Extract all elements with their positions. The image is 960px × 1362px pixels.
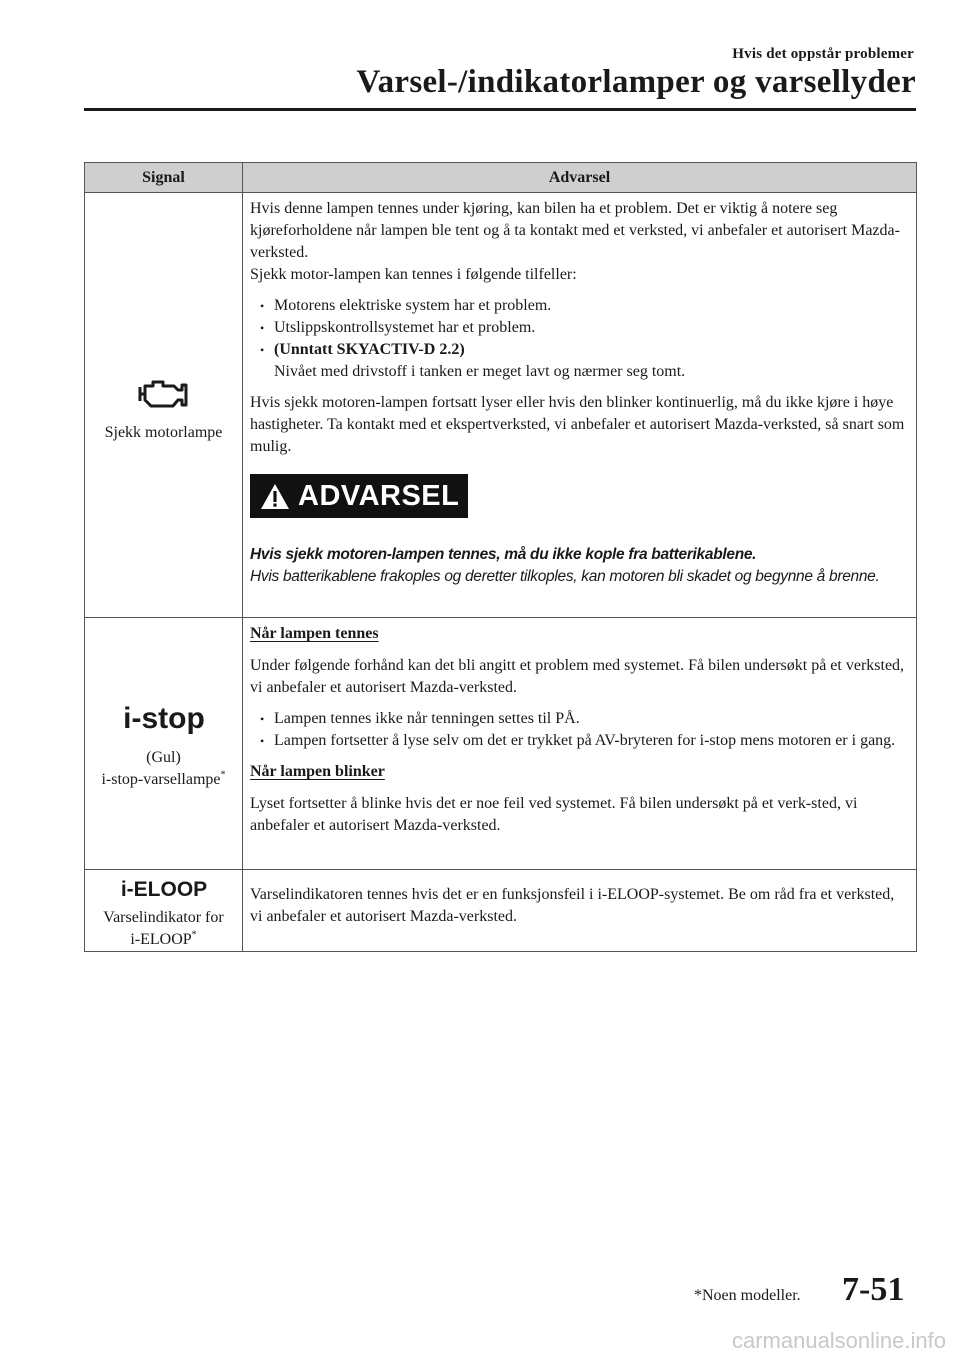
header-divider (84, 108, 916, 111)
check-engine-icon (85, 377, 242, 418)
signal-label: Sjekk motorlampe (104, 423, 223, 441)
signal-label (85, 769, 242, 791)
paragraph: Sjekk motor-lampen kan tennes i følgende tilfeller: (250, 266, 577, 283)
signal-label-text: i-ELOOP (130, 931, 192, 948)
list-item: • Lampen tennes ikke når tenningen settes til PÅ. (250, 708, 910, 730)
column-header-warning: Advarsel (243, 163, 917, 193)
signal-label (85, 929, 242, 951)
watermark: carmanualsonline.info (731, 1328, 946, 1353)
warning-cell (243, 618, 917, 870)
table-row (85, 193, 917, 618)
paragraph: Lyset fortsetter å blinke hvis det er noe feil ved systemet. Få bilen undersøkt på et verk-sted, vi anbefaler et autorisert Mazda-verksted. (250, 795, 858, 834)
svg-text:i-ELOOP: i-ELOOP (120, 878, 207, 901)
list-item: • Utslippskontrollsystemet har et problem. (250, 317, 910, 339)
warning-text (250, 544, 910, 588)
warning-cell (243, 193, 917, 618)
warning-cell (243, 870, 917, 952)
subheading: Når lampen blinker (250, 763, 385, 780)
signal-label-text: i-stop-varsellampe (101, 771, 221, 788)
column-header-signal: Signal (85, 163, 243, 193)
table-row (85, 870, 917, 952)
svg-text:i-stop: i-stop (122, 702, 205, 735)
i-eloop-icon (85, 876, 242, 907)
bullet-text: Nivået med drivstoff i tanken er meget lavt og nærmer seg tomt. (274, 363, 686, 380)
warning-bold-line: Hvis sjekk motoren-lampen tennes, må du ikke kople fra batterikablene. (250, 546, 757, 563)
lamp-color-label: (Gul) (146, 749, 181, 766)
signal-cell (85, 193, 243, 618)
page-title: Varsel-/indikatorlamper og varsellyder (356, 64, 916, 100)
paragraph: Hvis sjekk motoren-lampen fortsatt lyser eller hvis den blinker kontinuerlig, må du ikke kjøre i høye hastigheter. Ta kontakt med et ekspertverksted, vi anbefaler et autorisert Mazda-verksted, så snart som mulig. (250, 394, 905, 455)
bullet-list (250, 708, 910, 752)
section-heading (732, 46, 914, 63)
signal-cell (85, 870, 243, 952)
i-stop-icon (85, 700, 242, 743)
asterisk: * (220, 769, 226, 781)
paragraph: Varselindikatoren tennes hvis det er en funksjonsfeil i i-ELOOP-systemet. Be om råd fra et verksted, vi anbefaler et autorisert Mazda-verksted. (250, 886, 895, 925)
signal-label: Varselindikator for (103, 909, 224, 926)
page-number: 7-51 (842, 1271, 905, 1308)
warning-badge-label: ADVARSEL (298, 480, 460, 512)
warning-triangle-icon (260, 483, 290, 510)
warning-detail: Hvis batterikablene frakoples og deretter tilkoples, kan motoren bli skadet og begynne å brenne. (250, 568, 880, 585)
bullet-bold-label: (Unntatt SKYACTIV-D 2.2) (274, 341, 465, 358)
paragraph: Hvis denne lampen tennes under kjøring, kan bilen ha et problem. Det er viktig å notere seg kjøreforholdene når lampen ble tent og å ta kontakt med et verksted, vi anbefaler et autorisert Mazda-verksted. (250, 200, 900, 261)
subheading: Når lampen tennes (250, 625, 379, 642)
list-item (250, 339, 910, 383)
table-header-row (85, 163, 917, 193)
paragraph: Under følgende forhånd kan det bli angitt et problem med systemet. Få bilen undersøkt på et verksted, vi anbefaler et autorisert Mazda-verksted. (250, 657, 905, 696)
warning-badge (250, 474, 468, 518)
table-row (85, 618, 917, 870)
list-item: • Motorens elektriske system har et problem. (250, 295, 910, 317)
bullet-list (250, 295, 910, 383)
warning-lamp-table (84, 162, 917, 952)
list-item: • Lampen fortsetter å lyse selv om det er trykket på AV-bryteren for i-stop mens motoren er i gang. (250, 730, 910, 752)
signal-cell (85, 618, 243, 870)
asterisk: * (191, 929, 197, 941)
section-name: Hvis det oppstår problemer (732, 46, 914, 62)
footnote: *Noen modeller. (694, 1287, 801, 1304)
